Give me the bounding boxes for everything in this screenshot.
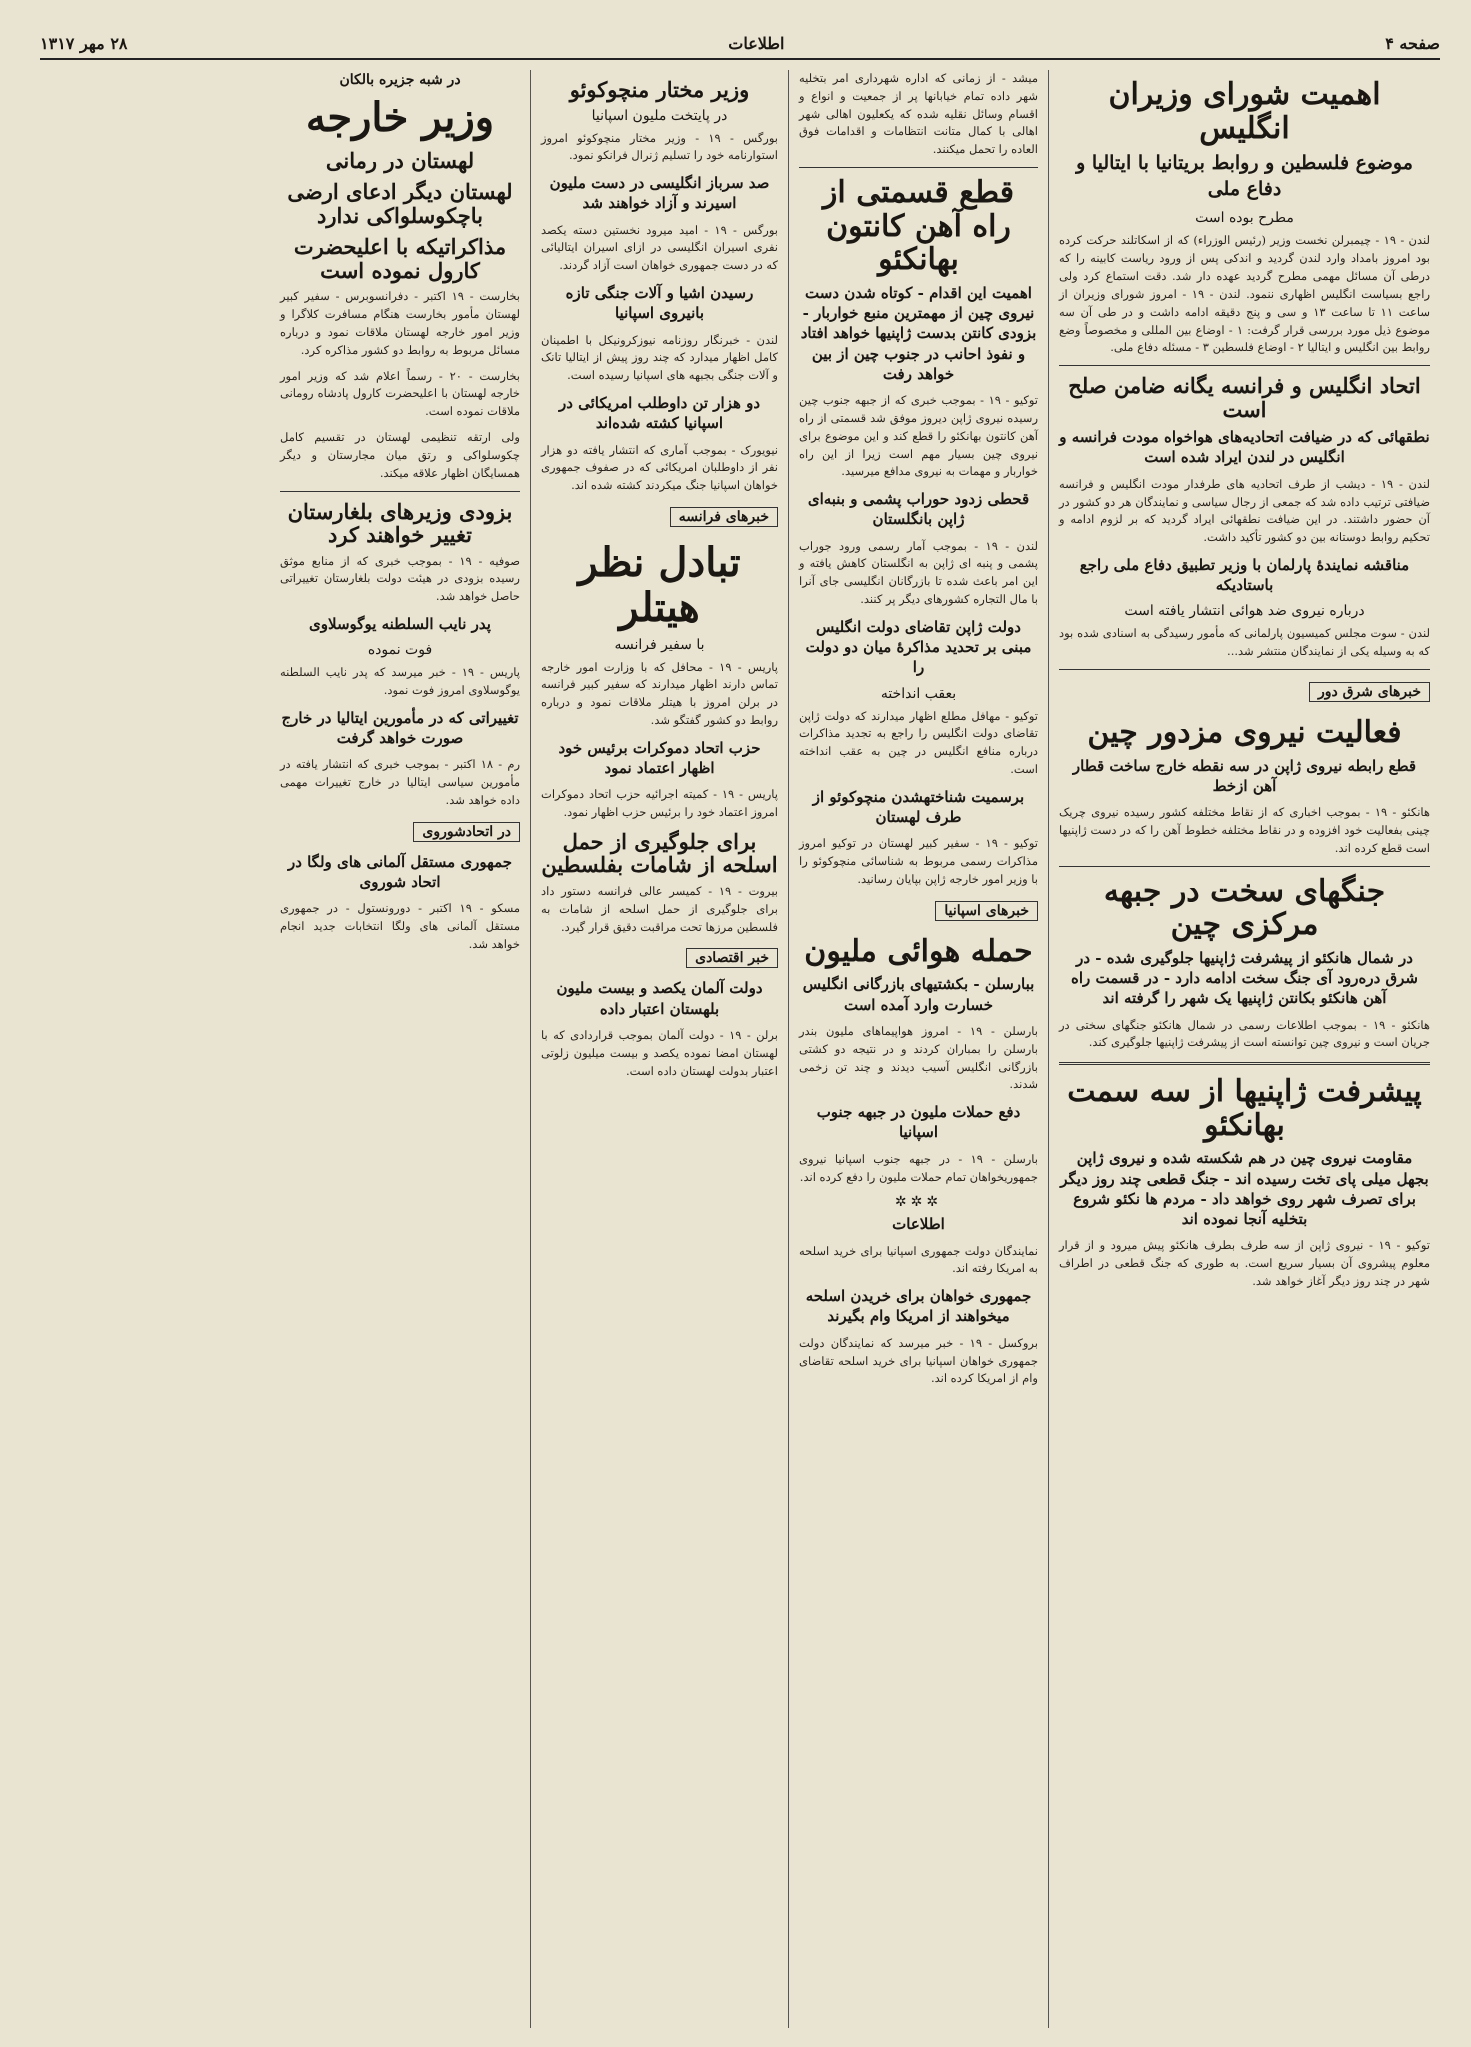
article-south-front: بارسلن - ۱۹ - در جبهه جنوب اسپانیا نیروی جمهوریخواهان تمام حملات ملیون را دفع کرده اند. <box>799 1151 1039 1184</box>
subheadline-hitler-talks: با سفیر فرانسه <box>614 636 705 653</box>
column-1 <box>1048 70 1440 2028</box>
section-far-east: خبرهای شرق دور <box>1309 682 1430 702</box>
article-war-material: لندن - خبرنگار روزنامه نیوزکرونیکل با اطمینان کامل اظهار میدارد که چند روز پیش از ایتالیا تانک و آلات جنگی بجبهه های اسپانیا رسیده است. <box>541 332 778 383</box>
headline-manchukuo-minister: وزیر مختار منچوکوئو <box>569 77 750 102</box>
kicker-cabinet: مطرح بوده است <box>1195 210 1294 227</box>
issue-date: ۲۸ مهر ۱۳۱۷ <box>40 33 128 53</box>
divider <box>1059 365 1430 366</box>
headline-italian-diplomats: تغییراتی که در مأمورین ایتالیا در خارج صورت خواهد گرفت <box>281 708 519 748</box>
subheadline-alliance: نطقهائی که در ضیافت اتحادیه‌های هواخواه مودت فرانسه و انگلیس در لندن ایراد شده است <box>1059 428 1430 467</box>
headline-alliance: اتحاد انگلیس و فرانسه یگانه ضامن صلح است <box>1068 373 1421 422</box>
headline-railway-cut: قطع قسمتی از راه آهن کانتون بهانکئو <box>822 175 1015 278</box>
newspaper-page <box>40 58 1440 2028</box>
article-china-forces: هانکئو - ۱۹ - بموجب اخباری که از نقاط مختلفه کشور رسیده نیروی چریک چینی بفعالیت خود افزوده و در نقاط مختلفه خطوط آهن را که در دست ژاپنیها است قطع کرده اند. <box>1059 805 1430 855</box>
headline-yugoslav-regent: پدر نایب السلطنه یوگوسلاوی <box>309 614 491 633</box>
headline-socks: قحطی زدود حوراب پشمی و بنبه‌ای ژاپن بانگلستان <box>807 490 1030 529</box>
headline-hitler-talks: تبادل نظر هیتلر <box>578 538 741 631</box>
article-socks: لندن - ۱۹ - بموجب آمار رسمی ورود جوراب پشمی و پنبه ای ژاپن به انگلستان کاهش یافته و این امر باعث شده تا بازرگانان انگلیسی جای آنرا با مال التجاره کشورهای دیگر پر کنند. <box>799 538 1038 607</box>
separator-stars: ✲✲✲ <box>894 1194 943 1211</box>
article-german-credit: برلن - ۱۹ - دولت آلمان بموجب قراردادی که با لهستان امضا نموده یکصد و بیست میلیون زلوتی اعتبار بدولت لهستان داده است. <box>541 1027 778 1078</box>
column-3 <box>530 70 788 2028</box>
article-ettelaat-note: نمایندگان دولت جمهوری اسپانیا برای خرید اسلحه به امریکا رفته اند. <box>799 1243 1038 1276</box>
subheadline-cabinet: موضوع فلسطین و روابط بریتانیا با ایتالیا و دفاع ملی <box>1076 152 1413 200</box>
subheadline-mp-dispute: درباره نیروی ضد هوائی انتشار یافته است <box>1124 603 1365 620</box>
article-cabinet: لندن - ۱۹ - چیمبرلن نخست وزیر (رئیس الوزراء) که از اسکاتلند حرکت کرده بود امروز بامداد وارد لندن گردید و اندکی پس از ورود ریاست کابینه را که درطی آن مسائل مهمی مطرح گردید عهده دار شد. دقت استماع کرد ولی راجع بسیاست انگلیس اظهاری ننمود. لندن - ۱۹ - امروز شورای وزیران از ساعت ۱۱ تا ساعت ۱۳ و سی و پنج دقیقه ادامه داشت و در طی آن سه موضوع ذیل مورد بررسی قرار گرفت: ۱ - اوضاع بین المللی و مخصوصاً وضع روابط بین انگلیس و ایتالیا ۲ - اوضاع فلسطین ۳ - مسئله دفاع ملی. <box>1059 233 1431 355</box>
subheadline-air-raid: ببارسلن - بکشتیهای بازرگانی انگلیس خسارت وارد آمده است <box>802 975 1035 1014</box>
article-polish-fm-b: بخارست - ۲۰ - رسماً اعلام شد که وزیر امور خارجه لهستان با اعلیحضرت کارول پادشاه رومانی ملاقات نموده است. <box>280 368 521 419</box>
article-arms-loan: بروکسل - ۱۹ - خبر میرسد که نمایندگان دولت جمهوری خواهان اسپانیا برای خرید اسلحه تقاضای وام از امریکا کرده اند. <box>799 1335 1038 1386</box>
headline-cabinet: اهمیت شورای وزیران انگلیس <box>1108 77 1381 146</box>
masthead <box>40 28 1440 60</box>
divider <box>280 491 520 492</box>
headline-german-credit: دولت آلمان یکصد و بیست ملیون بلهستان اعتبار داده <box>556 979 763 1018</box>
headline-arms-loan: جمهوری خواهان برای خریدن اسلحه میخواهند از امریکا وام بگیرند <box>805 1287 1032 1326</box>
headline-mp-dispute: مناقشه نمایندهٔ پارلمان با وزیر تطبیق دفاع ملی راجع باستادیکه <box>1079 555 1410 595</box>
divider <box>1059 1062 1430 1065</box>
headline-democrat-party: حزب اتحاد دموکرات برئیس خود اظهار اعتماد نمود <box>558 738 761 778</box>
column-4 <box>270 70 530 2028</box>
article-volga-germans: مسکو - ۱۹ اکتبر - دورونستول - در جمهوری مستقل آلمانی های ولگا انتخابات جدید انجام خواهد شد. <box>280 901 520 951</box>
article-japan-request: توکیو - مهافل مطلع اظهار میدارند که دولت ژاپن تقاضای دولت انگلیس را راجع به تجدید مذاکرات درباره منافع انگلیس در چین به عقب انداخته است. <box>799 708 1038 777</box>
article-bulgaria: صوفیه - ۱۹ - بموجب خبری که از منابع موثق رسیده بزودی در هیئت دولت بلغارستان تغییراتی حاصل خواهد شد. <box>280 553 520 604</box>
article-british-prisoners: بورگس - ۱۹ - امید میرود نخستین دسته یکصد نفری اسیران انگلیسی در ازای اسیران ایتالیائی که در دست جمهوری خواهان است آزاد گردند. <box>541 222 778 273</box>
headline-polish-fm-c: لهستان دیگر ادعای ارضی باچکوسلواکی ندارد <box>287 179 513 228</box>
article-italian-diplomats: رم - ۱۸ اکتبر - بموجب خبری که انتشار یافته در مأمورین سیاسی ایتالیا در خارج تغییرات مهمی داده خواهد شد. <box>280 757 520 807</box>
tag-balkans: در شبه جزیره بالکان <box>339 72 461 88</box>
headline-central-front: جنگهای سخت در جبهه مرکزی چین <box>1103 873 1386 943</box>
article-hitler-talks: پاریس - ۱۹ - محافل که با وزارت امور خارجه تماس دارند اظهار میدارند که سفیر کبیر فرانسه در برلن امروز با هیتلر ملاقات نمود و درباره روابط دو کشور گفتگو شد. <box>541 659 778 727</box>
page-label: صفحه ۴ <box>1385 33 1440 53</box>
article-evacuation: میشد - از زمانی که اداره شهرداری امر بتخلیه شهر داده تمام خیابانها پر از جمعیت و انواع و اقسام وسائل نقلیه شده که یکعلیون اهالی شهر اهالی با کمال متانت انتظامات و اقدامات فوق العاده را تحمل میکنند. <box>799 71 1038 157</box>
subheadline-hankow-advance: مقاومت نیروی چین در هم شکسته شده و نیروی ژاپن بجهل میلی پای تخت رسیده اند - جنگ قطعی چند روز دیگر برای تصرف شهر روی خواهد داد - مردم ها نکئو شروع بتخلیه آنجا نموده اند <box>1060 1149 1429 1229</box>
headline-volga-germans: جمهوری مستقل آلمانی های ولگا در اتحاد شوروی <box>287 852 513 892</box>
subheadline-japan-request: بعقب انداخته <box>880 685 957 702</box>
headline-polish-fm-b: لهستان در رمانی <box>325 147 475 173</box>
section-economic: خبر اقتصادی <box>686 948 778 968</box>
headline-war-material: رسیدن اشیا و آلات جنگی تازه بانیروی اسپانیا <box>565 284 754 323</box>
article-air-raid: بارسلن - ۱۹ - امروز هواپیماهای ملیون بندر بارسلن را بمباران کردند و در نتیجه دو کشتی بازرگانی انگلیس آسیب دیدند و چند تن زخمی شدند. <box>799 1023 1038 1092</box>
subheadline-manchukuo-minister: در پایتخت ملیون اسپانیا <box>591 107 728 124</box>
article-polish-fm: بخارست - ۱۹ اکتبر - دفرانسوبرس - سفیر کبیر لهستان مأمور بخارست هنگام مسافرت کلاگرا و وزیر امور خارجه لهستان ملاقات نمود و درباره مسائل مربوط به روابط دو کشور مذاکره کرد. <box>280 289 520 357</box>
article-polish-fm-c: ولی ارتقه تنظیمی لهستان در تقسیم کامل چکوسلواکی و رتق میان مجارستان و دیگر همسایگان اظهار علاقه میکند. <box>280 430 520 480</box>
headline-japan-request: دولت ژاپن تقاضای دولت انگلیس مبنی بر تحدید مذاکرهٔ میان دو دولت را <box>805 617 1032 677</box>
article-hankow-advance: توکیو - ۱۹ - نیروی ژاپن از سه طرف بطرف هانکئو پیش میرود و از قرار معلوم پیشروی آن بسیار سریع است. به طوری که جنگ قطعی در اطراف شهر در چند روز دیگر آغاز خواهد شد. <box>1059 1238 1430 1288</box>
headline-south-front: دفع حملات ملیون در جبهه جنوب اسپانیا <box>816 1103 1021 1142</box>
divider <box>799 167 1038 168</box>
article-democrat-party: پاریس - ۱۹ - کمیته اجرائیه حزب اتحاد دموکرات امروز اعتماد خود را برئیس حزب اظهار نمود. <box>541 787 778 820</box>
headline-hankow-advance: پیشرفت ژاپنیها از سه سمت بهانکئو <box>1067 1074 1422 1143</box>
article-manchukuo-minister: بورگس - ۱۹ - وزیر مختار منچوکوئو امروز استوارنامه خود را تسلیم ژنرال فرانکو نمود. <box>541 130 778 163</box>
article-american-volunteers: نیویورک - بموجب آماری که انتشار یافته دو هزار نفر از داوطلبان امریکائی که در صفوف جمهوری خواهان اسپانیا جنگ میکردند کشته شده اند. <box>541 442 778 493</box>
section-ussr: در اتحادشوروی <box>413 822 520 842</box>
headline-china-forces: فعالیت نیروی مزدور چین <box>1087 715 1402 751</box>
headline-arms-smuggling: برای جلوگیری از حمل اسلحه‌ از شامات بفلسطین <box>541 828 778 878</box>
divider <box>1059 669 1430 670</box>
subheadline-china-forces: قطع رابطه نیروی ژاپن در سه نقطه خارج ساخت قطار آهن ازخط <box>1072 756 1417 795</box>
article-railway-cut: توکیو - ۱۹ - بموجب خبری که از جبهه جنوب چین رسیده نیروی ژاپن دیروز موفق شد قسمتی از راه آهن کانتون بهانکئو را قطع کند و این موضوع برای نیروی چین بسیار مهم است زیرا از این راه خواربار و مهمات به نیروی مدافع میرسید. <box>799 393 1038 479</box>
subheadline-yugoslav-regent: فوت نموده <box>367 642 433 659</box>
article-central-front: هانکئو - ۱۹ - بموجب اطلاعات رسمی در شمال هانکئو جنگهای سختی در جریان است و نیروی چین توانسته است از پیشرفت ژاپنیها جلوگیری کند. <box>1059 1017 1430 1050</box>
headline-polish-fm-d: مذاکراتیکه با اعلیحضرت کارول نموده است <box>293 234 507 283</box>
article-manchukuo-recognition: توکیو - ۱۹ - سفیر کبیر لهستان در توکیو امروز مذاکرات رسمی مربوط به شناسائی منچوکوئو را با وزیر امور خارجه ژاپن بپایان رسانید. <box>799 836 1038 887</box>
article-arms-smuggling: بیروت - ۱۹ - کمیسر عالی فرانسه دستور داد برای جلوگیری از حمل اسلحه از شامات به فلسطین مرزها تحت مراقبت دقیق قرار گیرد. <box>541 883 778 934</box>
article-mp-dispute: لندن - سوت مجلس کمیسیون پارلمانی که مأمور رسیدگی به اسنادی شده بود که به وسیله یکی از نمایندگان منتشر شد... <box>1059 626 1430 659</box>
headline-manchukuo-recognition: برسمیت شناختهشدن منچوکوئو از طرف لهستان <box>812 787 1025 827</box>
headline-american-volunteers: دو هزار تن داوطلب امریکائی در اسپانیا کشته شده‌اند <box>558 394 761 433</box>
headline-polish-fm: وزیر خارجه <box>305 94 495 141</box>
headline-british-prisoners: صد سرباز انگلیسی در دست ملیون اسیرند و آزاد خواهند شد <box>549 174 770 213</box>
column-2 <box>788 70 1048 2028</box>
headline-air-raid: حمله هوائی ملیون <box>804 933 1033 969</box>
headline-ettelaat-note: اطلاعات <box>892 1215 945 1234</box>
subheadline-railway-cut: اهمیت این اقدام - کوتاه شدن دست نیروی چین از مهمترین منبع خواربار - بزودی کانتن بدست ژاپنیها خواهد افتاد و نفوذ احانب در جنوب چین از بین خواهد رفت <box>800 283 1037 383</box>
section-spain: خبرهای اسپانیا <box>935 901 1038 921</box>
section-france: خبرهای فرانسه <box>670 507 778 527</box>
paper-name: اطلاعات <box>728 33 785 53</box>
article-alliance: لندن - ۱۹ - دیشب از طرف اتحادیه های طرفدار مودت انگلیس و فرانسه ضیافتی ترتیب داده شد که جمعی از رجال سیاسی و نمایندگان هر دو کشور در آن حضور داشتند. در این ضیافت نطقهائی ایراد گردید که بر لزوم ادامه و تحکیم روابط دوستانه بین دو کشور تأکید داشت. <box>1059 476 1430 545</box>
subheadline-central-front: در شمال هانکئو از پیشرفت ژاپنیها جلوگیری شده - در شرق دره‌رود آی جنگ سخت ادامه دارد - در قسمت راه آهن هانکئو بکانتن ژاپنیها یک شهر را گرفته اند <box>1071 948 1418 1008</box>
divider <box>1059 866 1430 867</box>
article-yugoslav-regent: پاریس - ۱۹ - خبر میرسد که پدر نایب السلطنه یوگوسلاوی امروز فوت نمود. <box>280 665 520 698</box>
headline-bulgaria: بزودی وزیرهای بلغارستان تغییر خواهند کرد <box>287 498 513 548</box>
